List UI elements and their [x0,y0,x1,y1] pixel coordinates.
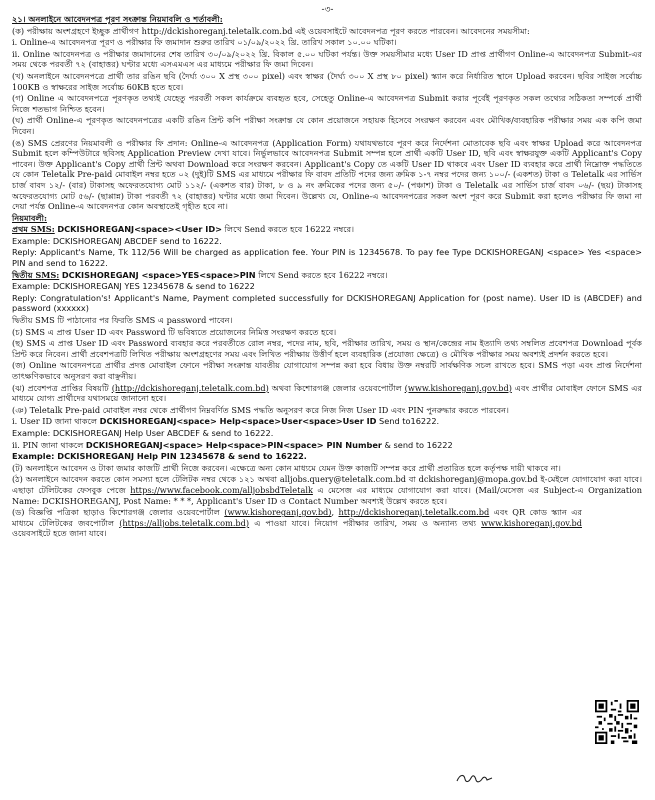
sms1-reply: Reply: Applicant's Name, Tk 112/56 Will be charged as application fee. Your PIN is 12345678. To pay fee Type DCKISHOREGANJ <space> Yes <space> PIN and send to 16222. [12,247,642,269]
sms2-reply: Reply: Congratulation's! Applicant's Name, Payment completed successfully for DCKISHOREGANJ Application for (post name). User ID is (ABCDEF) and password (xxxxxx) [12,292,642,314]
signature-icon [455,770,495,786]
district-portal-link[interactable]: (www.kishoreganj.gov.bd) [404,382,512,393]
paragraph-umo: (ঙ) SMS প্রেরণের নিয়মাবলী ও পরীক্ষার ফি প্রদান: Online-এ আবেদনপত্র (Application Form) যথাযথভাবে পূরণ করে নির্দেশনা মোতাবেক ছবি এবং স্বাক্ষর Upload করে আবেদনপত্র Submit হলে কম্পিউটারে ছবিসহ Application Preview দেখা যাবে। নির্ভুলভাবে আবেদনপত্র Submit সম্পন্ন হলে প্রার্থী একটি User ID, ছবি এবং স্বাক্ষরযুক্ত একটি Applicant's Copy পাবেন। উক্ত Applicant's Copy প্রার্থী প্রিন্ট অথবা Download করে সংরক্ষণ করবেন। Applicant's Copy তে একটি User ID থাকবে এবং User ID ব্যবহার করে প্রার্থী নিম্নোক্ত পদ্ধতিতে যে কোন Teletalk Pre-paid মোবাইল নম্বর হতে ০২ (দুই)টি SMS এর মাধ্যমে পরীক্ষার ফি বাবদ প্রতিটি পদের জন্য ক্রমিক ১-৭ নম্বর পদের জন্য ১০০/- (একশত) টাকা ও Teletalk এর সার্ভিস চার্জ বাবদ ১২/- (বার) টাকাসহ অফেরতযোগ্য মোট ১১২/- (একশত বার) টাকা, ৮ ও ৯ নং ক্রমিকের পদের জন্য ৫০/- (পঞ্চাশ) টাকা ও Teletalk এর সার্ভিস চার্জ বাবদ ০৬/- (ছয়) টাকাসহ অফেরতযোগ্য মোট ৫৬/- (ছাপ্পান্ন) টাকা পরবর্তী ৭২ (বাহাত্তর) ঘণ্টার মধ্যে জমা দিবেন। উল্লেখ্য যে, Online-এ আবেদনপত্রের সকল অংশ পূরণ করে Submit করা হলেও পরীক্ষার ফি জমা না দেয়া পর্যন্ত Online-এ আবেদনপত্র কোন অবস্থাতেই গৃহীত হবে না। [12,137,642,212]
paragraph-gha: (ঘ) প্রার্থী Online-এ পূরণকৃত আবেদনপত্রের একটি রঙিন প্রিন্ট কপি পরীক্ষা সংক্রান্ত যে কোন প্রয়োজনে সহায়ক হিসেবে সংরক্ষণ করবেন এবং মৌখিক/ব্যবহারিক পরীক্ষার সময় এক কপি জমা দিবেন। [12,115,642,136]
sms2-note: দ্বিতীয় SMS টি পাঠানোর পর ফিরতি SMS এ password পাবেন। [12,315,233,326]
sms1-example: Example: DCKISHOREGANJ ABCDEF send to 16222. [12,235,222,246]
recover1-tail: Send to16222. [379,416,440,427]
da-end: ওয়েবসাইটে হতে জানা যাবে। [12,528,107,539]
sms1-line [12,224,642,235]
paragraph-ta: (ট) অনলাইনে আবেদন ও টাকা জমার কাজটি প্রার্থী নিজে করবেন। এক্ষেত্রে অন্য কোন মাধ্যমে যেমন উক্ত কাজটি সম্পন্ন করে প্রার্থী প্রতারিত হলে কর্তৃপক্ষ দায়ী থাকবে না। [12,462,561,473]
recover2-tail: & send to 16222 [384,439,453,450]
paragraph-ka: (ক) পরীক্ষায় অংশগ্রহণে ইচ্ছুক প্রার্থীগণ http://dckishoreganj.teletalk.com.bd এই ওয়েবসাইটে আবেদনপত্র পূরণ করতে পারবেন। আবেদনের সময়সীমা: [12,25,530,36]
paragraph-i: i. Online-এ আবেদনপত্র পূরণ ও পরীক্ষার ফি জমাদান শুরুর তারিখ ০১/০৯/২০২২ খ্রি. তারিখ সকাল ১০.০০ ঘটিকা। [12,37,397,48]
paragraph-chha: (ছ) SMS এ প্রাপ্ত User ID এবং Password ব্যবহার করে পরবর্তীতে রোল নম্বর, পদের নাম, ছবি, পরীক্ষার তারিখ, সময় ও স্থান/কেন্দ্রের নাম ইত্যাদি তথ্য সম্বলিত প্রবেশপত্র Download পূর্বক প্রিন্ট করে নিবেন। প্রার্থী প্রবেশপত্রটি লিখিত পরীক্ষায় অংশগ্রহণের সময় এবং লিখিত পরীক্ষায় উত্তীর্ণ হলে ব্যবহারিক (প্রযোজ্য ক্ষেত্রে) ও মৌখিক পরীক্ষার সময় অবশ্যই প্রদর্শন করতে হবে। [12,338,642,359]
jha-prefix: (ঝ) প্রবেশপত্র প্রাপ্তির বিষয়টি [12,382,109,393]
tha-prefix: (ঠ) অনলাইনে আবেদন করতে কোন সমস্যা হলে টেলিটক নম্বর থেকে ১২১ অথবা alljobs.query@teletalk.com.bd বা dckishoreganj@mopa.gov.bd ই-মেইলে যোগাযোগ করা যাবে। এছাড়া টেলিটকের ফেসবুক পেজে [12,474,642,495]
tha-middle: এ মেসেজ এর মাধ্যমে যোগাযোগ করা যাবে। (Mail/মেসেজ এর Subject-এ Organization Name: DCKISHOREGANJ, Post Name: * * *, Applicant's User ID ও Contact Number অবশ্যই উল্লেখ করতে হবে। [12,484,643,506]
paragraph-nya: (ঞ) Teletalk Pre-paid মোবাইল নম্বর থেকে প্রার্থীগণ নিম্নবর্ণিত SMS পদ্ধতি অনুসরণ করে নিজ নিজ User ID এবং PIN পুনরুদ্ধার করতে পারবেন। [12,404,509,415]
sms2-instruction: লিখে Send করতে হবে 16222 নম্বরে। [258,269,388,280]
recover-userid-line [12,416,642,427]
sms1-instruction: লিখে Send করতে হবে 16222 নম্বরে। [224,224,355,235]
notice-content [12,14,642,540]
recover1-example: Example: DCKISHOREGANJ Help User ABCDEF & send to 16222. [12,427,274,438]
section-heading: ২১। অনলাইনে আবেদনপত্র পূরণ সংক্রান্ত নিয়মাবলি ও শর্তাবলী: [12,14,223,24]
paragraph-jha [12,383,642,404]
sms2-example: Example: DCKISHOREGANJ YES 12345678 & send to 16222 [12,281,255,292]
teletalk-link[interactable]: (http://dckishoreganj.teletalk.com.bd) [111,382,269,393]
qr-code-icon [595,700,639,744]
sms2-line [12,270,642,281]
recover2-example: Example: DCKISHOREGANJ Help PIN 12345678 & send to 16222. [12,451,307,462]
da-tail: এ পাওয়া যাবে। নিয়োগ পরীক্ষার তারিখ, সময় ও অন্যান্য তথ্য [254,517,477,528]
district-portal-link-3[interactable]: www.kishoreganj.gov.bd [481,517,582,528]
da-prefix: (ড) বিজ্ঞপ্তি পত্রিকা ছাড়াও কিশোরগঞ্জ জেলার ওয়েবপোর্টাল [12,507,220,518]
page-number: -৩- [321,5,334,15]
recover2-intro: ii. PIN জানা থাকলে [12,439,84,450]
recover-pin-line [12,440,642,451]
facebook-link[interactable]: https://www.facebook.com/alljobsbdTeletalk [130,484,313,495]
sms1-label: প্রথম SMS: [12,224,55,235]
paragraph-kha: (খ) অনলাইনে আবেদনপত্রে প্রার্থী তার রঙিন ছবি (দৈর্ঘ্য ৩০০ X প্রস্থ ৩০০ pixel) এবং স্বাক্ষর (দৈর্ঘ্য ৩০০ X প্রস্থ ৮০ pixel) স্ক্যান করে নির্ধারিত স্থানে Upload করবেন। ছবির সাইজ সর্বোচ্চ 100KB ও স্বাক্ষরের সাইজ সর্বোচ্চ 60KB হতে হবে। [12,70,642,92]
paragraph-da [12,507,642,539]
paragraph-cha: (চ) SMS এ প্রাপ্ত User ID এবং Password টি ভবিষ্যতে প্রয়োজনের নিমিত্ত সংরক্ষণ করতে হবে। [12,326,337,337]
recover1-intro: i. User ID জানা থাকলে [12,416,98,427]
recover1-format: DCKISHOREGANJ<space> Help<space>User<space>User ID [99,416,377,427]
paragraph-tha [12,474,642,506]
paragraph-ja: (জ) Online আবেদনপত্রে প্রার্থীর প্রদত্ত মোবাইল ফোনে পরীক্ষা সংক্রান্ত যাবতীয় যোগাযোগ সম্পন্ন করা হবে বিধায় উক্ত নম্বরটি সার্বক্ষণিক সচল রাখতে হবে। SMS পড়া এবং প্রাপ্ত নির্দেশনা তাৎক্ষণিকভাবে অনুসরণ করা বাঞ্ছনীয়। [12,360,642,381]
jha-middle: অথবা কিশোরগঞ্জ জেলার ওয়েবপোর্টাল [271,382,402,393]
da-middle: এবং QR কোড স্ক্যান এর মাধ্যমে টেলিটকের জবপোর্টাল [12,507,582,528]
paragraph-ga: (গ) Online এ আবেদনপত্রে পূরণকৃত তথ্যই যেহেতু পরবর্তী সকল কার্যক্রমে ব্যবহৃত হবে, সেহেতু Online-এ আবেদনপত্র Submit করার পূর্বেই পূরণকৃত সকল তথ্যের সঠিকতা সম্পর্কে প্রার্থী নিজে শতভাগ নিশ্চিত হবেন। [12,93,642,114]
alljobs-link[interactable]: (https://alljobs.teletalk.com.bd) [119,517,250,528]
paragraph-ii: ii. Online আবেদনপত্র ও পরীক্ষার জমাদানের শেষ তারিখ ৩০/০৯/২০২২ খ্রি. বিকাল ৫.০০ ঘটিকা পর্যন্ত। উক্ত সময়সীমার মধ্যে User ID প্রাপ্ত প্রার্থীগণ Online-এ আবেদনপত্র Submit-এর সময় থেকে পরবর্তী ৭২ (বাহাত্তর) ঘণ্টার মধ্যে এসএমএস এর মাধ্যমে পরীক্ষার ফি জমা দিবেন। [12,48,642,70]
sms2-label: দ্বিতীয় SMS: [12,269,60,280]
district-portal-link-2[interactable]: (www.kishoreganj.gov.bd) [224,507,332,518]
teletalk-link-2[interactable]: http://dckishoreganj.teletalk.com.bd [338,507,490,518]
rules-heading: নিয়মাবলী: [12,212,47,223]
sms1-format: DCKISHOREGANJ<space><User ID> [57,224,223,235]
jha-suffix: এবং প্রার্থীর মোবাইল ফোনে SMS এর মাধ্যমে যোগ্য প্রার্থীদের যথাসময়ে জানানো হবে। [12,382,642,404]
sms2-format: DCKISHOREGANJ <space>YES<space>PIN [61,269,256,280]
recover2-format: DCKISHOREGANJ<space> Help<space>PIN<space> PIN Number [85,439,382,450]
da-comma: , [331,507,335,518]
